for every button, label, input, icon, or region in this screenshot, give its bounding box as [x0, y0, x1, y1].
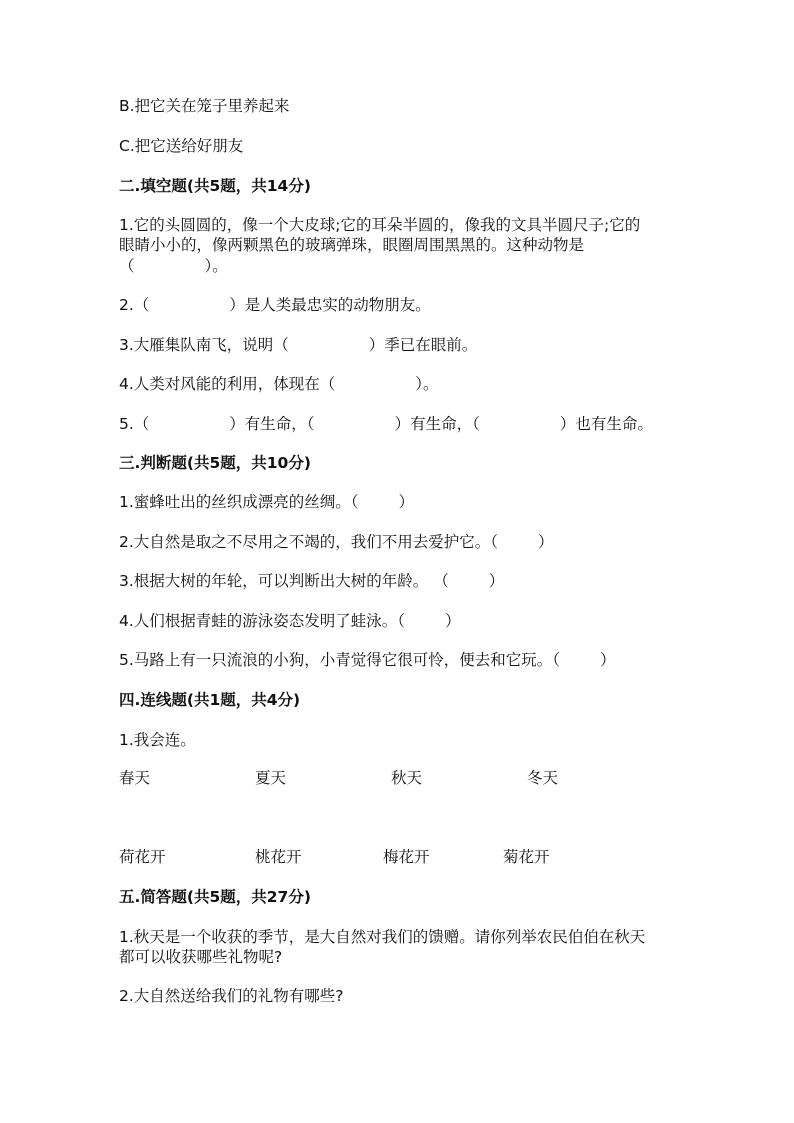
flower-item[interactable]: 荷花开: [119, 848, 166, 866]
fill-q1-open: （: [119, 257, 135, 275]
tf-q3: [119, 571, 504, 591]
fill-q5-part-d: ）也有生命。: [559, 415, 653, 433]
short-q1-line1: 1.秋天是一个收获的季节，是大自然对我们的馈赠。请你列举农民伯伯在秋天: [119, 928, 646, 946]
fill-q1-line1: 1.它的头圆圆的，像一个大皮球;它的耳朵半圆的，像我的文具半圆尺子;它的: [119, 216, 641, 234]
fill-q2-close: ）是人类最忠实的动物朋友。: [229, 296, 431, 314]
fill-q3-open: 3.大雁集队南飞，说明（: [119, 336, 289, 354]
fill-q5: [119, 414, 653, 434]
tf-q4: [119, 611, 461, 631]
fill-q4: [119, 374, 439, 394]
fill-q5-part-a: 5.（: [119, 415, 150, 433]
fill-q5-part-b: ）有生命，（: [229, 415, 315, 433]
tf-q3-close: ）: [488, 572, 505, 590]
season-item[interactable]: 春天: [119, 769, 151, 787]
fill-q3: [119, 335, 477, 355]
fill-q1-line3: [119, 256, 228, 276]
flower-item[interactable]: 桃花开: [255, 848, 302, 866]
season-item[interactable]: 秋天: [391, 769, 423, 787]
fill-q4-open: 4.人类对风能的利用，体现在（: [119, 375, 336, 393]
fill-q5-part-c: ）有生命，（: [394, 415, 480, 433]
tf-q1-text: 1.蜜蜂吐出的丝织成漂亮的丝绸。（: [119, 493, 359, 511]
option-c: C.把它送给好朋友: [119, 137, 244, 155]
tf-q5-close: ）: [600, 651, 616, 669]
short-q2: 2.大自然送给我们的礼物有哪些?: [119, 987, 344, 1005]
tf-q4-close: ）: [445, 612, 461, 630]
tf-q1-close: ）: [398, 493, 415, 511]
tf-q2: [119, 532, 554, 552]
tf-q4-text: 4.人们根据青蛙的游泳姿态发明了蛙泳。（: [119, 612, 406, 630]
tf-q1: [119, 492, 414, 512]
tf-q3-text: 3.根据大树的年轮，可以判断出大树的年龄。 （: [119, 572, 449, 590]
fill-q2-open: 2.（: [119, 296, 150, 314]
section-heading-true-false: 三.判断题(共5题，共10分): [119, 454, 311, 472]
short-q1-line2: 都可以收获哪些礼物呢?: [119, 948, 283, 966]
tf-q2-text: 2.大自然是取之不尽用之不竭的，我们不用去爱护它。（: [119, 533, 499, 551]
fill-q2: [119, 295, 431, 315]
fill-q1-close: ）。: [204, 257, 228, 275]
section-heading-fill-in: 二.填空题(共5题，共14分): [119, 177, 311, 195]
tf-q5-text: 5.马路上有一只流浪的小狗，小青觉得它很可怜，便去和它玩。（: [119, 651, 561, 669]
tf-q2-close: ）: [538, 533, 554, 551]
match-q1: 1.我会连。: [119, 731, 196, 749]
fill-q3-close: ）季已在眼前。: [368, 336, 478, 354]
season-item[interactable]: 夏天: [255, 769, 287, 787]
flower-item[interactable]: 菊花开: [503, 848, 550, 866]
tf-q5: [119, 650, 616, 670]
flower-item[interactable]: 梅花开: [383, 848, 430, 866]
fill-q1-line2: 眼睛小小的，像两颗黑色的玻璃弹珠，眼圈周围黑黑的。这种动物是: [119, 236, 585, 254]
fill-q4-close: ）。: [415, 375, 439, 393]
section-heading-short-answer: 五.简答题(共5题，共27分): [119, 888, 311, 906]
section-heading-matching: 四.连线题(共1题，共4分): [119, 691, 301, 709]
season-item[interactable]: 冬天: [527, 769, 559, 787]
option-b: B.把它关在笼子里养起来: [119, 97, 290, 115]
